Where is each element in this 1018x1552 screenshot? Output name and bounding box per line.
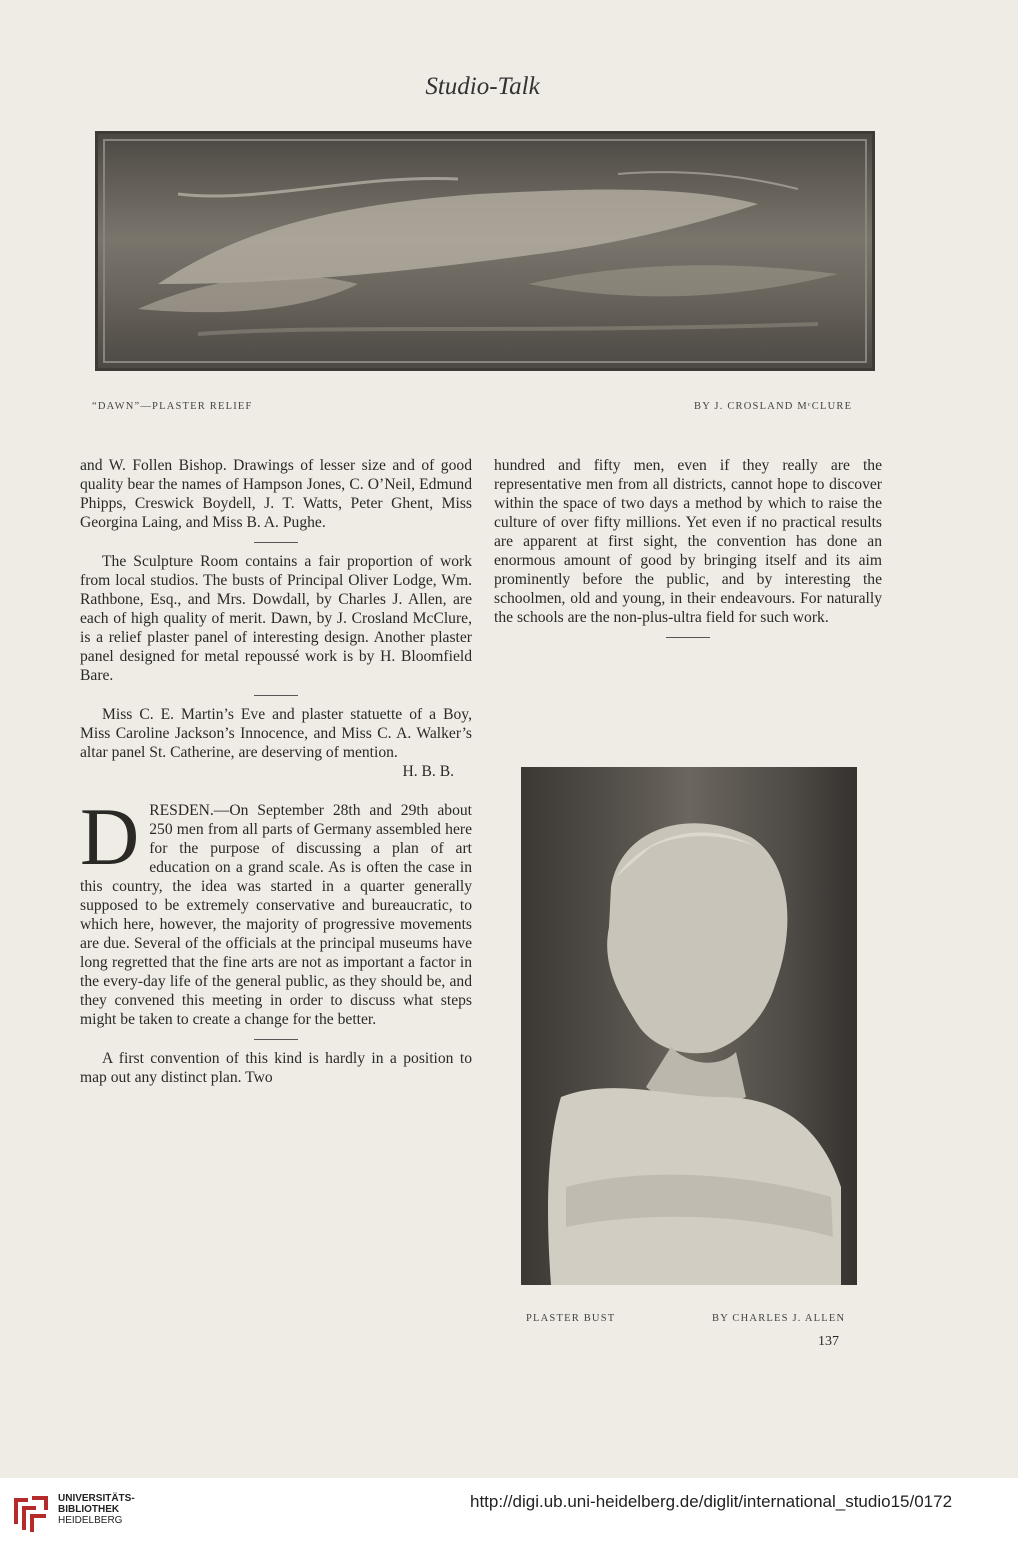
library-logo-icon xyxy=(10,1492,52,1534)
library-name-line-3: HEIDELBERG xyxy=(58,1515,123,1526)
section-divider xyxy=(254,542,298,543)
section-divider xyxy=(254,1039,298,1040)
signature: H. B. B. xyxy=(402,763,454,780)
left-paragraph-2: The Sculpture Room contains a fair proportion of work from local studios. The busts of Principal Oliver Lodge, Wm. Rathbone, Esq., and Mrs. Dowdall, by Charles J. Allen, are each of high quality of merit. Dawn, by J. Crosland McClure, is a relief plaster panel of interesting design. Another plaster panel designed for metal repoussé work is by H. Bloomfield Bare. xyxy=(80,553,472,684)
left-column xyxy=(80,456,472,1087)
bottom-figure-caption-right: BY CHARLES J. ALLEN xyxy=(712,1313,846,1324)
page-number: 137 xyxy=(818,1334,839,1349)
left-paragraph-1: and W. Follen Bishop. Drawings of lesser size and of good quality bear the names of Hampson Jones, C. O’Neil, Edmund Phipps, Creswick Boydell, J. T. Watts, Peter Ghent, Miss Georgina Laing, and Miss B. A. Pughe. xyxy=(80,457,472,531)
relief-illustration xyxy=(98,134,872,368)
library-name xyxy=(58,1493,135,1526)
source-url-link[interactable]: http://digi.ub.uni-heidelberg.de/diglit/international_studio15/0172 xyxy=(470,1492,953,1511)
right-column xyxy=(494,456,882,647)
library-name-line-2: BIBLIOTHEK xyxy=(58,1504,120,1515)
library-name-line-1: UNIVERSITÄTS- xyxy=(58,1493,135,1504)
left-paragraph-3: Miss C. E. Martin’s Eve and plaster statuette of a Boy, Miss Caroline Jackson’s Innocence, and Miss C. A. Walker’s altar panel St. Catherine, are deserving of mention. xyxy=(80,706,472,761)
section-divider xyxy=(666,637,710,638)
section-divider xyxy=(254,695,298,696)
footer-bar xyxy=(0,1478,1018,1552)
plaster-bust-image xyxy=(521,767,857,1285)
dresden-paragraph xyxy=(80,791,472,1029)
dawn-relief-image xyxy=(95,131,875,371)
bust-illustration xyxy=(521,767,857,1285)
top-figure-caption-right: BY J. CROSLAND MᶜCLURE xyxy=(694,401,853,412)
bottom-figure-caption-left: PLASTER BUST xyxy=(526,1313,616,1324)
running-head: Studio-Talk xyxy=(425,73,540,100)
left-paragraph-5: A first convention of this kind is hardly in a position to map out any distinct plan. Two xyxy=(80,1050,472,1086)
drop-cap: D xyxy=(80,791,140,882)
right-paragraph-1: hundred and fifty men, even if they really are the representative men from all districts, cannot hope to discover within the space of two days a method by which to raise the culture of over fifty millions. Yet even if no practical results are apparent at first sight, the convention has done an enormous amount of good by bringing itself and its aim prominently before the public, and by interesting the schoolmen, old and young, in their endeavours. For naturally the schools are the non-plus-ultra field for such work. xyxy=(494,457,882,626)
dresden-paragraph-text: RESDEN.—On September 28th and 29th about 250 men from all parts of Germany assembled here for the purpose of discussing a plan of art education on a grand scale. As is often the case in this country, the idea was started in a quarter generally supposed to be extremely conservative and bureaucratic, to which here, however, the majority of progressive movements are due. Several of the officials at the principal museums have long regretted that the fine arts are not as important a factor in the every-day life of the general public, as they should be, and they convened this meeting in order to discuss what steps might be taken to create a change for the better. xyxy=(80,802,472,1028)
top-figure-caption-left: “DAWN”—PLASTER RELIEF xyxy=(92,401,253,412)
